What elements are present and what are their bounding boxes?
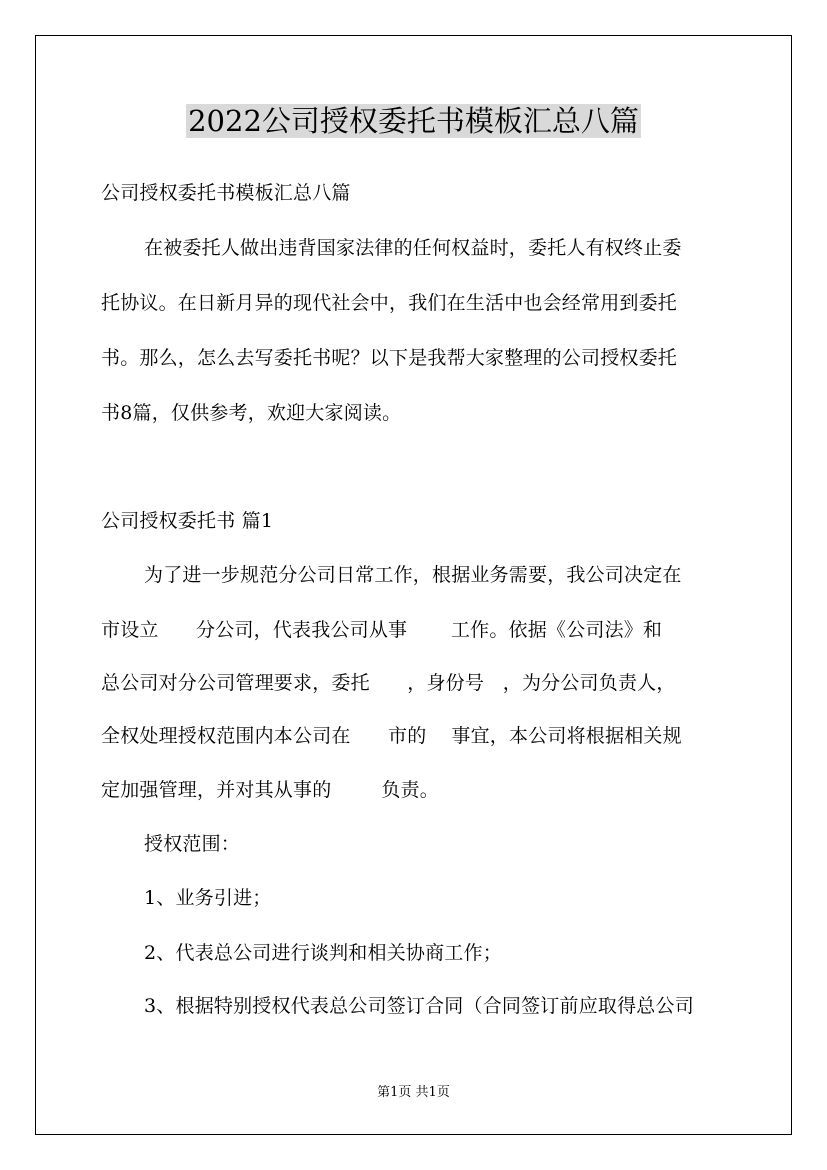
document-title-text: 2022公司授权委托书模板汇总八篇: [188, 104, 639, 138]
list-item: 3、根据特别授权代表总公司签订合同（合同签订前应取得总公司: [144, 995, 694, 1017]
list-item: 1、业务引进；: [144, 887, 272, 909]
paragraph-line: 在被委托人做出违背国家法律的任何权益时，委托人有权终止委: [144, 237, 682, 259]
paragraph-line: 托协议。在日新月异的现代社会中，我们在生活中也会经常用到委托: [101, 292, 678, 314]
paragraph-line: 书8篇，仅供参考，欢迎大家阅读。: [101, 402, 402, 424]
document-title: [0, 100, 827, 142]
subtitle-line: 公司授权委托书模板汇总八篇: [101, 182, 351, 204]
paragraph-line: 全权处理授权范围内本公司在 市的 事宜，本公司将根据相关规: [101, 725, 682, 747]
list-item: 2、代表总公司进行谈判和相关协商工作；: [144, 942, 502, 964]
page-footer: 第1页 共1页: [377, 1085, 450, 1100]
paragraph-line: 市设立 分公司，代表我公司从事 工作。依据《公司法》和: [101, 619, 663, 641]
paragraph-line: 总公司对分公司管理要求，委托 ，身份号 ，为分公司负责人，: [101, 672, 676, 694]
paragraph-line: 书。那么，怎么去写委托书呢？以下是我帮大家整理的公司授权委托: [101, 347, 678, 369]
section-heading: 公司授权委托书 篇1: [101, 510, 274, 532]
paragraph-line: 定加强管理，并对其从事的 负责。: [101, 779, 439, 801]
paragraph-line: 为了进一步规范分公司日常工作，根据业务需要，我公司决定在: [144, 564, 682, 586]
scope-heading: 授权范围：: [144, 833, 241, 855]
